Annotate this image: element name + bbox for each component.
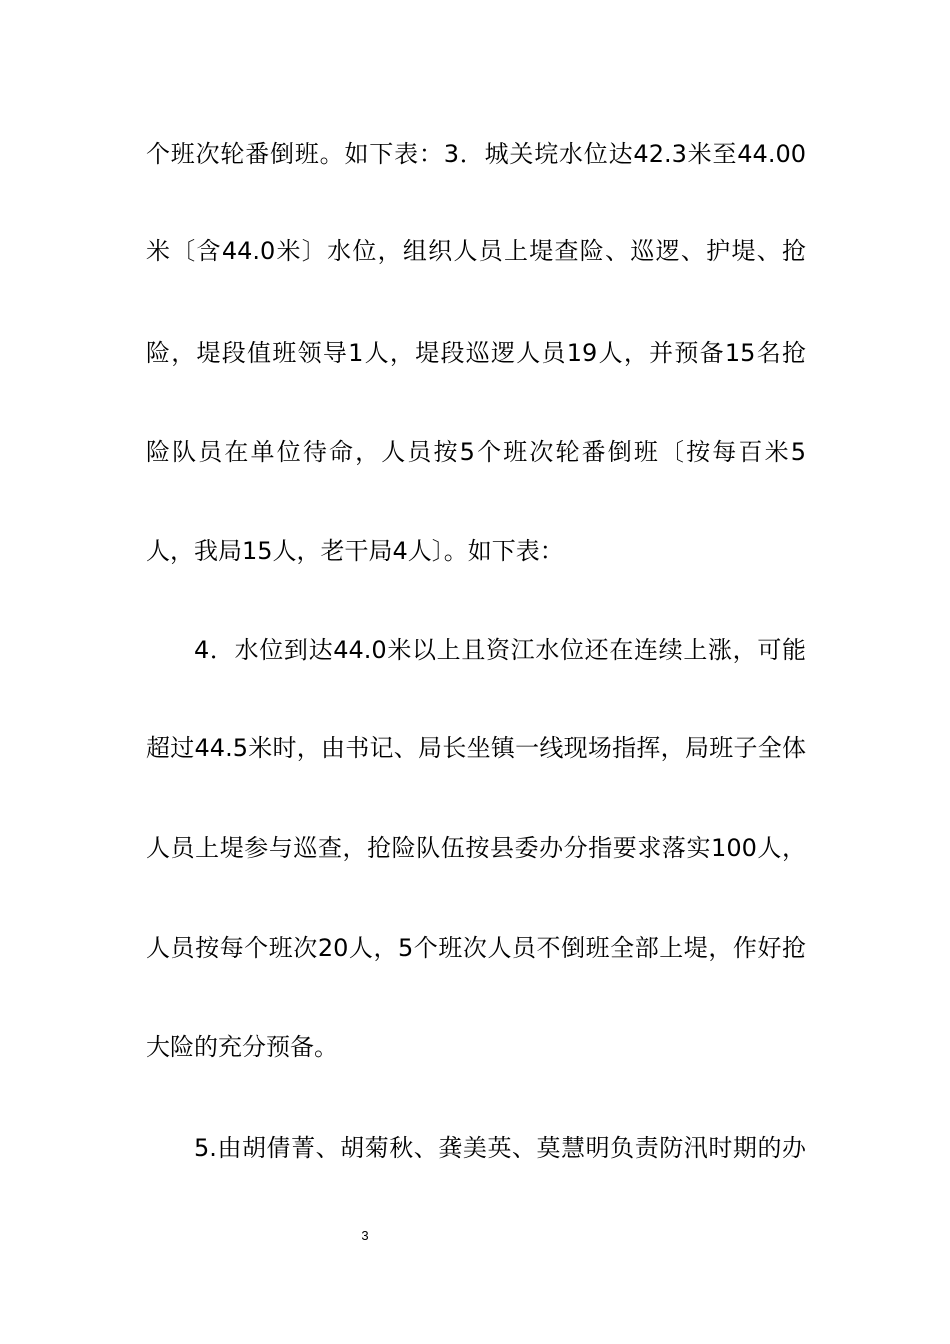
paragraph-line-7: 超过44.5米时，由书记、局长坐镇一线现场指挥，局班子全体 xyxy=(146,734,806,762)
paragraph-line-3: 险，堤段值班领导1人，堤段巡逻人员19人，并预备15名抢 xyxy=(146,339,806,367)
paragraph-line-4: 险队员在单位待命，人员按5个班次轮番倒班〔按每百米5 xyxy=(146,438,806,466)
paragraph-line-8: 人员上堤参与巡查，抢险队伍按县委办分指要求落实100人， xyxy=(146,834,806,862)
paragraph-line-5: 人，我局15人，老干局4人〕。如下表： xyxy=(146,537,564,565)
paragraph-line-11: 5.由胡倩菁、胡菊秋、龚美英、莫慧明负责防汛时期的办 xyxy=(194,1134,806,1162)
paragraph-line-9: 人员按每个班次20人，5个班次人员不倒班全部上堤，作好抢 xyxy=(146,934,806,962)
page-number: 3 xyxy=(361,1228,369,1243)
paragraph-line-6: 4．水位到达44.0米以上且资江水位还在连续上涨，可能 xyxy=(194,636,806,664)
paragraph-line-10: 大险的充分预备。 xyxy=(146,1033,338,1061)
paragraph-line-1: 个班次轮番倒班。如下表：3．城关垸水位达42.3米至44.00 xyxy=(146,140,806,168)
paragraph-line-2: 米〔含44.0米〕水位，组织人员上堤查险、巡逻、护堤、抢 xyxy=(146,237,806,265)
